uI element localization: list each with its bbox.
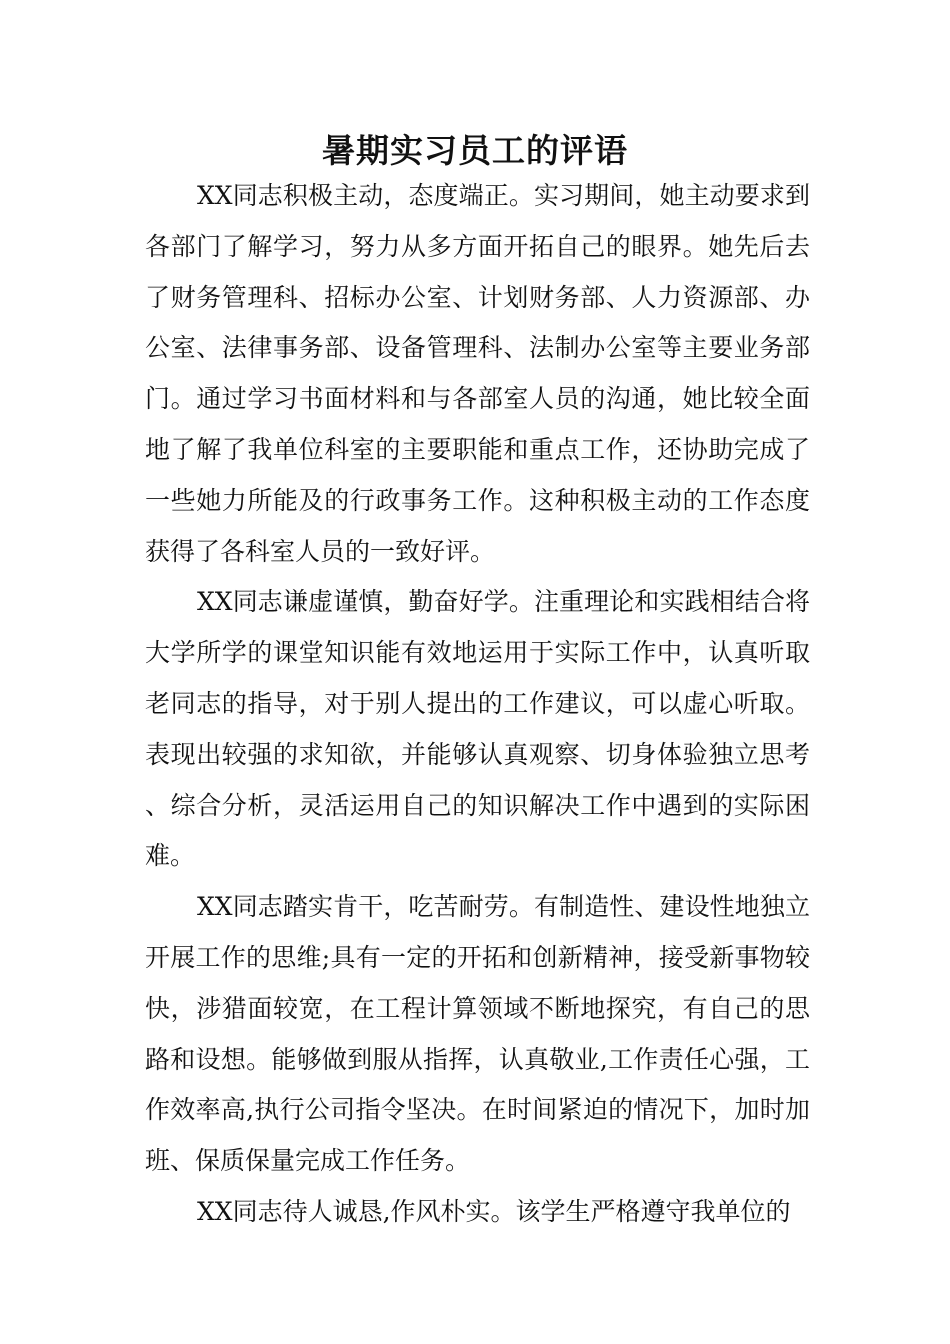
paragraph-2: XX同志谦虚谨慎，勤奋好学。注重理论和实践相结合将大学所学的课堂知识能有效地运用于实际工作中，认真听取老同志的指导，对于别人提出的工作建议，可以虚心听取。表现出较强的求知欲，并能够认真观察、切身体验独立思考、综合分析，灵活运用自己的知识解决工作中遇到的实际困难。	[145, 587, 810, 871]
paragraph-1: XX同志积极主动，态度端正。实习期间，她主动要求到各部门了解学习，努力从多方面开拓自己的眼界。她先后去了财务管理科、招标办公室、计划财务部、人力资源部、办公室、法律事务部、设备管理科、法制办公室等主要业务部门。通过学习书面材料和与各部室人员的沟通，她比较全面地了解了我单位科室的主要职能和重点工作，还协助完成了一些她力所能及的行政事务工作。这种积极主动的工作态度获得了各科室人员的一致好评。	[145, 181, 810, 566]
paragraph-3: XX同志踏实肯干，吃苦耐劳。有制造性、建设性地独立开展工作的思维;具有一定的开拓和创新精神，接受新事物较快，涉猎面较宽，在工程计算领域不断地探究，有自己的思路和设想。能够做到服从指挥，认真敬业,工作责任心强，工作效率高,执行公司指令坚决。在时间紧迫的情况下，加时加班、保质保量完成工作任务。	[145, 892, 810, 1176]
document-title: 暑期实习员工的评语	[322, 131, 628, 170]
paragraph-4: XX同志待人诚恳,作风朴实。该学生严格遵守我单位的	[197, 1196, 791, 1226]
document-body	[145, 171, 810, 1238]
